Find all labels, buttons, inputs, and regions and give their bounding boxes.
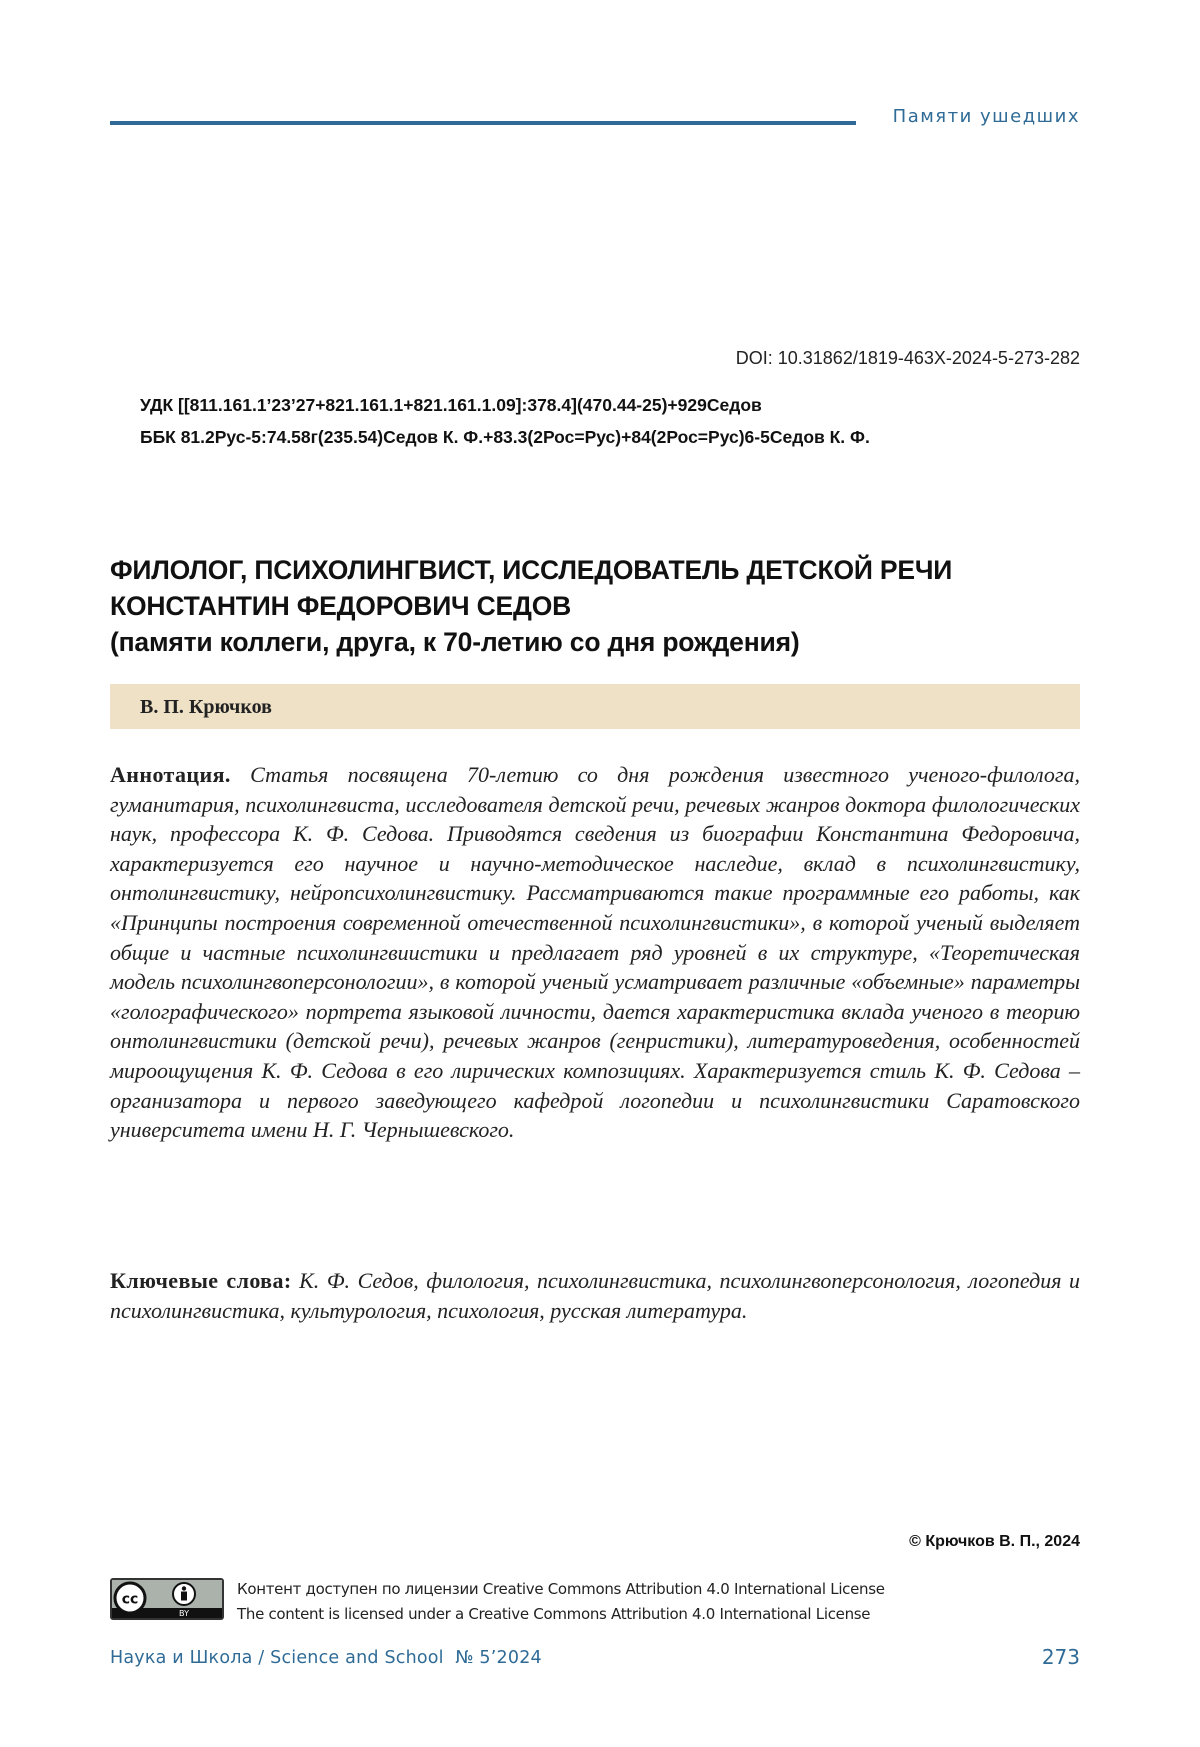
abstract xyxy=(110,760,1080,1145)
cc-by-icon[interactable] xyxy=(110,1578,224,1620)
doi: DOI: 10.31862/1819-463X-2024-5-273-282 xyxy=(735,348,1080,368)
license-en: The content is licensed under a Creative Commons Attribution 4.0 International License xyxy=(237,1604,871,1623)
cc-by-icon-graphic xyxy=(112,1580,222,1618)
keywords-text: К. Ф. Седов, филология, психолингвистика, психолингвоперсонология, логопедия и психолингвистика, культурология, психология, русская литература. xyxy=(110,1268,1080,1323)
header-rule xyxy=(110,121,856,125)
udk-code: УДК [[811.161.1’23’27+821.161.1+821.161.1.09]:378.4](470.44-25)+929Седов xyxy=(140,395,762,415)
keywords-label: Ключевые слова: xyxy=(110,1268,292,1293)
section-label: Памяти ушедших xyxy=(892,106,1080,127)
footer-journal: Наука и Школа / Science and School № 5’2024 xyxy=(110,1648,542,1668)
page-number: 273 xyxy=(1041,1645,1080,1669)
copyright: © Крючков В. П., 2024 xyxy=(909,1533,1080,1550)
cc-by-label: BY xyxy=(179,1609,189,1618)
license-ru: Контент доступен по лицензии Creative Commons Attribution 4.0 International License xyxy=(237,1580,885,1598)
title-line-2: КОНСТАНТИН ФЕДОРОВИЧ СЕДОВ xyxy=(110,591,572,621)
abstract-text: Статья посвящена 70-летию со дня рождения известного ученого-филолога, гуманитария, психолингвиста, исследователя детской речи, речевых жанров доктора филологических наук, профессора К. Ф. Седова. Приводятся сведения из биографии Константина Федоровича, характеризуется его научное и научно-методическое наследие, вклад в психолингвистику, онтолингвистику, нейропсихолингвистику. Рассматриваются такие программные его работы, как «Принципы построения современной отечественной психолингвистики», в которой ученый выделяет общие и частные психолингвиистики и предлагает ряд уровней в их структуре, «Теоретическая модель психолингвоперсонологии», в которой ученый усматривает различные «объемные» параметры «голографического» портрета языковой личности, дается характеристика вклада ученого в теорию онтолингвистики (детской речи), речевых жанров (генристики), литературоведения, особенностей мироощущения К. Ф. Седова в его лирических композициях. Характеризуется стиль К. Ф. Седова – организатора и первого заведующего кафедрой логопедии и психолингвистики Саратовского университета имени Н. Г. Чернышевского. xyxy=(110,762,1080,1143)
svg-text:cc: cc xyxy=(121,1591,139,1608)
author-band xyxy=(110,684,1080,729)
title-subtitle: (памяти коллеги, друга, к 70-летию со дня рождения) xyxy=(110,627,800,657)
keywords xyxy=(110,1266,1080,1325)
article-title xyxy=(110,552,1070,660)
title-line-1: ФИЛОЛОГ, ПСИХОЛИНГВИСТ, ИССЛЕДОВАТЕЛЬ ДЕТСКОЙ РЕЧИ xyxy=(110,555,953,585)
author-name: В. П. Крючков xyxy=(140,696,272,718)
license-text xyxy=(237,1577,885,1626)
abstract-label: Аннотация. xyxy=(110,762,231,787)
bbk-code: ББК 81.2Рус-5:74.58г(235.54)Седов К. Ф.+83.3(2Рос=Рус)+84(2Рос=Рус)6-5Седов К. Ф. xyxy=(140,427,870,447)
